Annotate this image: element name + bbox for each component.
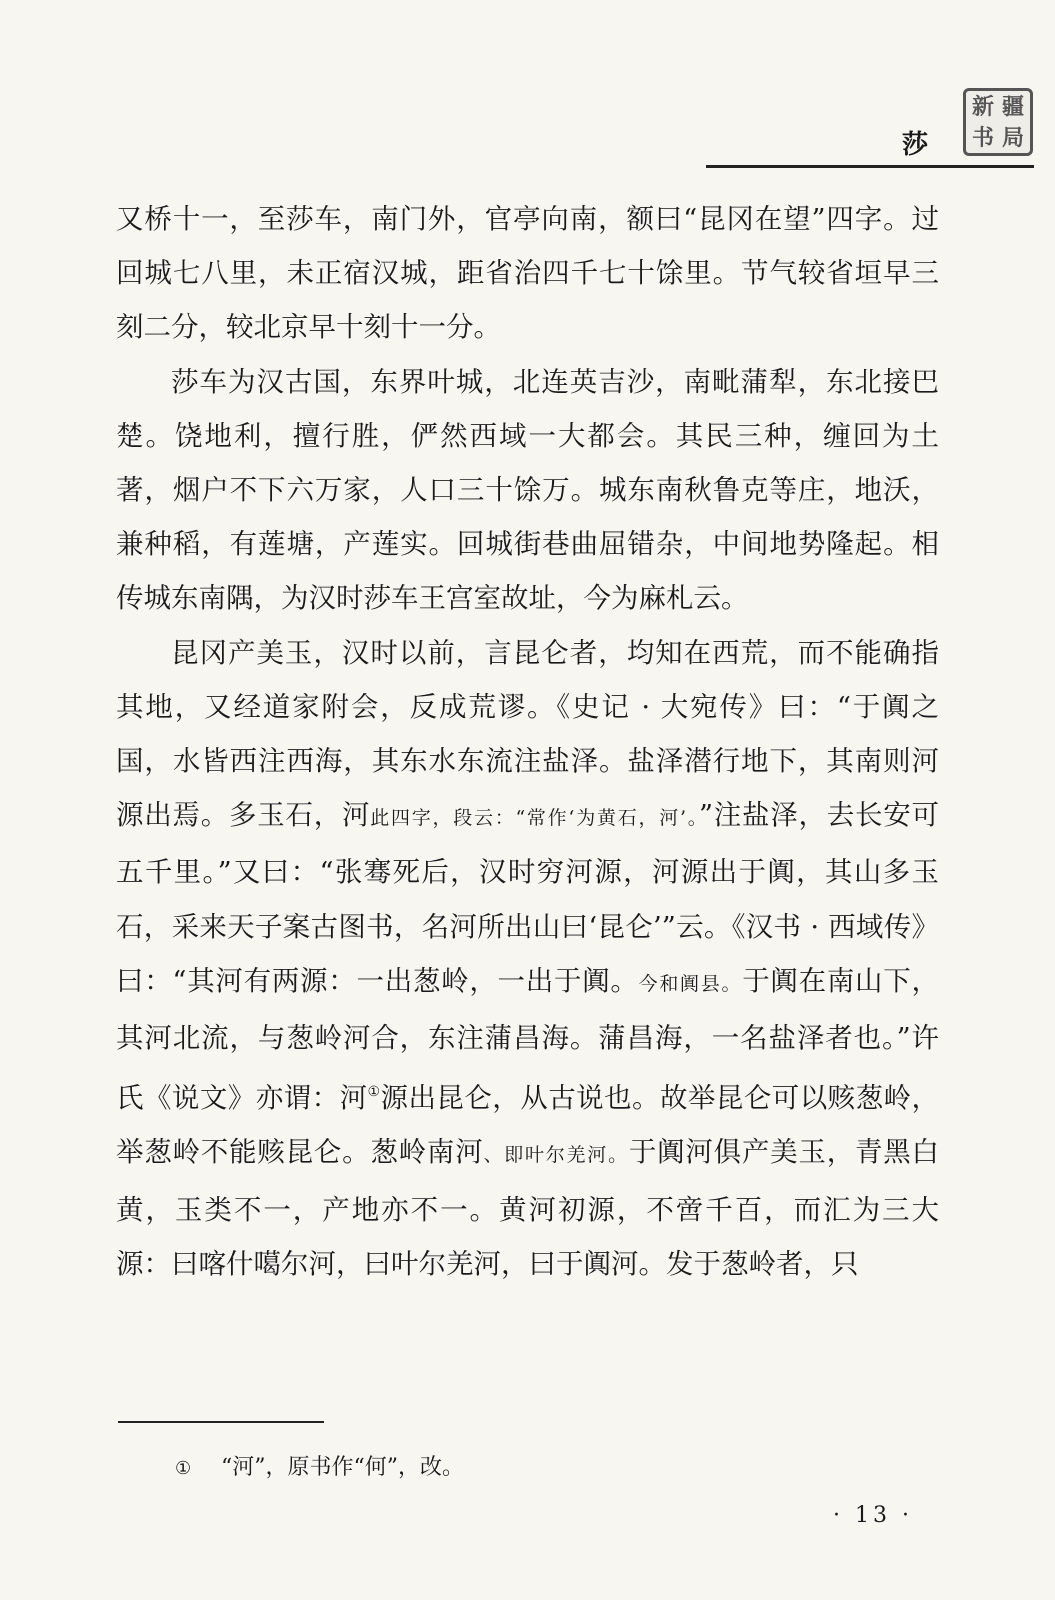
header-rule xyxy=(706,165,1034,168)
paragraph-3-part-d: 源出昆仑，从古说也。故举昆仑可以赅葱岭，举葱岭不能赅昆仑。葱岭南河 xyxy=(116,1082,939,1169)
seal-char: 局 xyxy=(1001,124,1024,151)
seal-char: 书 xyxy=(971,124,994,151)
seal-stamp xyxy=(963,88,1033,156)
paragraph-1: 又桥十一，至莎车，南门外，官亭向南，额曰“昆冈在望”四字。过回城七八里，未正宿汉城，距省治四千七十馀里。节气较省垣早三刻二分，较北京早十刻十一分。 xyxy=(116,203,939,344)
footnote xyxy=(175,1450,464,1481)
paragraph-3-part-c: 于阗在南山下，其河北流，与葱岭河合，东注蒲昌海。蒲昌海，一名盐泽者也。”许氏《说文》亦谓：河 xyxy=(116,964,939,1115)
page-header-title: 莎 xyxy=(902,130,930,160)
seal-char: 疆 xyxy=(1001,93,1024,120)
paragraph-3 xyxy=(116,626,939,1291)
main-text xyxy=(116,192,939,1291)
footnote-marker: ① xyxy=(175,1458,192,1479)
footnote-rule xyxy=(118,1421,324,1423)
inline-note-3: 、即叶尔羌河。 xyxy=(483,1144,629,1167)
paragraph-3-part-b: ”注盐泽，去长安可五千里。”又曰：“张骞死后，汉时穷河源，河源出于阗，其山多玉石，采来天子案古图书，名河所出山曰‘昆仑’”云。《汉书 · 西域传》曰：“其河有两源：一出葱岭，一出于阗。 xyxy=(116,799,940,997)
footnote-reference[interactable]: ① xyxy=(367,1084,381,1101)
footnote-text: “河”，原书作“何”，改。 xyxy=(221,1455,464,1480)
inline-note-2: 今和阗县。 xyxy=(638,972,743,995)
paragraph-2: 莎车为汉古国，东界叶城，北连英吉沙，南毗蒲犁，东北接巴楚。饶地利，擅行胜，俨然西域一大都会。其民三种，缠回为土著，烟户不下六万家，人口三十馀万。城东南秋鲁克等庄，地沃，兼种稻，有莲塘，产莲实。回城街巷曲屈错杂，中间地势隆起。相传城东南隅，为汉时莎车王宫室故址，今为麻札云。 xyxy=(116,365,939,615)
paragraph-3-part-a: 昆冈产美玉，汉时以前，言昆仑者，均知在西荒，而不能确指其地，又经道家附会，反成荒谬。《史记 · 大宛传》曰：“于阗之国，水皆西注西海，其东水东流注盐泽。盐泽潜行地下，其南则河源出焉。多玉石，河 xyxy=(116,636,939,832)
paragraph-3-part-e: 于阗河俱产美玉，青黑白黄，玉类不一，产地亦不一。黄河初源，不啻千百，而汇为三大源：曰喀什噶尔河，曰叶尔羌河，曰于阗河。发于葱岭者，只 xyxy=(116,1136,940,1280)
seal-char: 新 xyxy=(971,93,994,120)
page-number: · 13 · xyxy=(833,1503,913,1528)
inline-note-1: 此四字，段云：“常作‘为黄石，河’。 xyxy=(370,807,699,830)
